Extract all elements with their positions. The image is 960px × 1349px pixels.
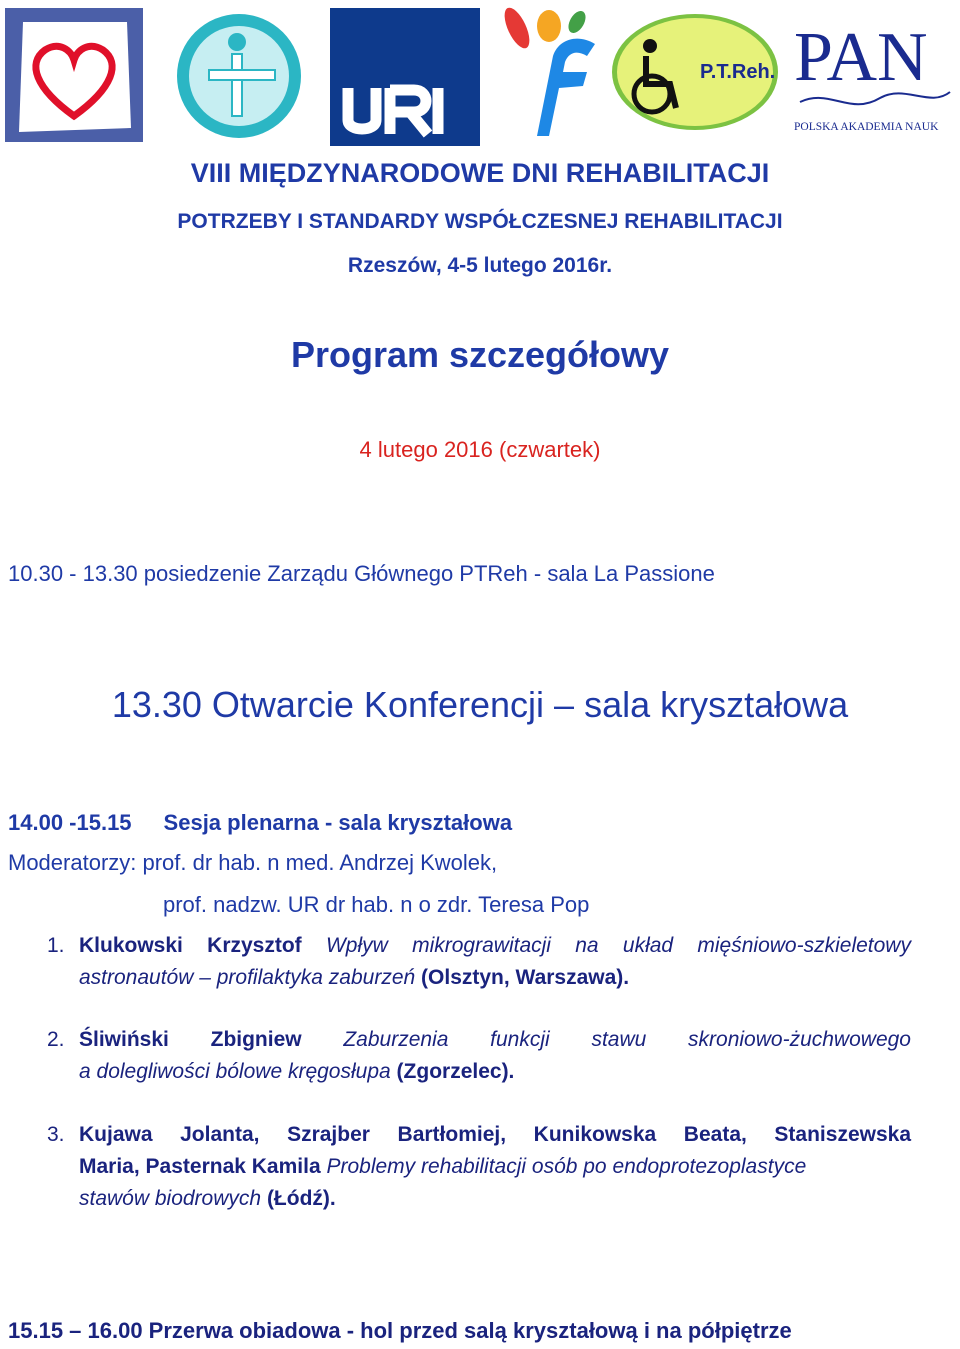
pan-logo-subtext: POLSKA AKADEMIA NAUK — [794, 121, 939, 133]
conference-subtitle: POTRZEBY I STANDARDY WSPÓŁCZESNEJ REHABILITACJI — [177, 210, 783, 233]
talk-place: (Olsztyn, Warszawa). — [421, 966, 630, 989]
talk-item — [47, 930, 911, 994]
talk-authors-cont: Maria, Pasternak Kamila — [79, 1155, 321, 1178]
talk-authors: Śliwiński Zbigniew — [79, 1028, 302, 1051]
opening: 13.30 Otwarcie Konferencji – sala kryształowa — [111, 684, 849, 725]
session-title: Sesja plenarna - sala kryształowa — [163, 810, 513, 835]
ptreh-logo-text: P.T.Reh. — [700, 61, 776, 83]
conference-title: VIII MIĘDZYNARODOWE DNI REHABILITACJI — [190, 158, 770, 188]
moderators-line-2: prof. nadzw. UR dr hab. n o zdr. Teresa Pop — [163, 892, 590, 917]
moderators-line-1: Moderatorzy: prof. dr hab. n med. Andrzej Kwolek, — [8, 850, 498, 875]
place-date: Rzeszów, 4-5 lutego 2016r. — [347, 254, 613, 277]
board-meeting: 10.30 - 13.30 posiedzenie Zarządu Głównego PTReh - sala La Passione — [8, 561, 715, 586]
talk-item — [47, 1024, 911, 1088]
talk-number: 1. — [47, 934, 65, 957]
pan-logo — [790, 8, 955, 138]
talk-place: (Łódź). — [266, 1187, 336, 1210]
talk-place: (Zgorzelec). — [396, 1060, 515, 1083]
ptreh-logo — [610, 12, 780, 132]
day-heading: 4 lutego 2016 (czwartek) — [359, 437, 601, 462]
talk-number: 3. — [47, 1123, 65, 1146]
talk-title: Wpływ mikrograwitacji na układ mięśniowo-szkieletowy — [325, 934, 911, 957]
rehab-figure-logo — [175, 12, 303, 140]
talk-number: 2. — [47, 1028, 65, 1051]
talk-title: Zaburzenia funkcji stawu skroniowo-żuchwowego — [343, 1028, 911, 1051]
session-heading — [8, 810, 512, 836]
talk-title-cont: stawów biodrowych — [79, 1187, 262, 1210]
talk-authors: Kujawa Jolanta, Szrajber Bartłomiej, Kunikowska Beata, Staniszewska — [79, 1123, 911, 1146]
talk-authors: Klukowski Krzysztof — [79, 934, 302, 957]
talk-item — [47, 1119, 911, 1215]
session-time: 14.00 -15.15 — [8, 810, 132, 835]
pan-logo-text: PAN — [794, 19, 928, 96]
lunch-break: 15.15 – 16.00 Przerwa obiadowa - hol przed salą kryształową i na półpiętrze — [8, 1318, 792, 1343]
talk-title-cont: a dolegliwości bólowe kręgosłupa — [79, 1060, 391, 1083]
talk-title-cont: astronautów – profilaktyka zaburzeń — [79, 966, 416, 989]
logo-bar — [0, 0, 960, 150]
talk-title: Problemy rehabilitacji osób po endoprotezoplastyce — [326, 1155, 807, 1178]
heart-logo — [5, 8, 143, 142]
colorful-f-logo — [497, 4, 605, 144]
ur-university-logo — [330, 8, 480, 146]
program-title: Program szczegółowy — [290, 334, 670, 375]
